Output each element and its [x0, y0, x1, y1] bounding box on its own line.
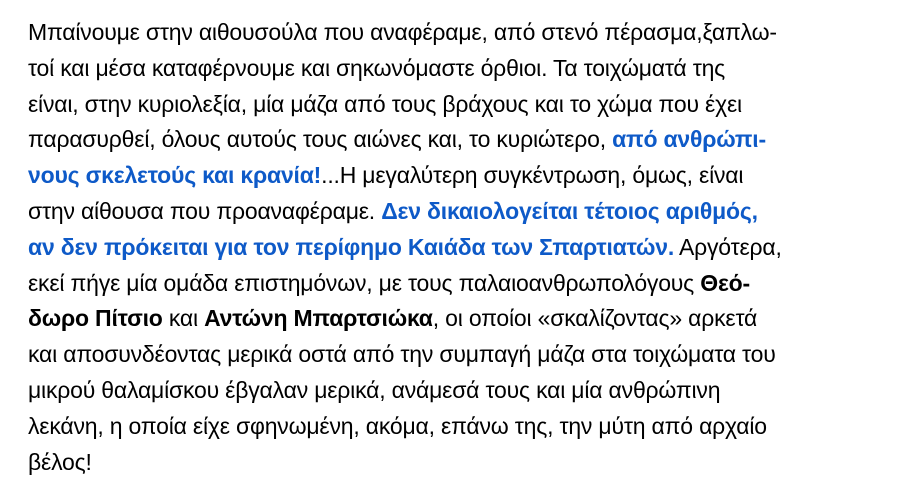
- text-segment: δωρο Πίτσιο: [28, 305, 163, 332]
- text-line: [28, 373, 894, 409]
- text-line: [28, 194, 894, 230]
- text-segment: νους σκελετούς και κρανία!: [28, 162, 322, 189]
- text-line: [28, 409, 894, 445]
- text-segment: λεκάνη, η οποία είχε σφηνωμένη, ακόμα, επάνω της, την μύτη από αρχαίο: [28, 412, 767, 439]
- text-segment: αν δεν πρόκειται για τον περίφημο Καιάδα των Σπαρτιατών.: [28, 233, 675, 260]
- text-segment: Μπαίνουμε στην αιθουσούλα που αναφέραμε, από στενό πέρασμα,ξαπλω-: [28, 19, 777, 45]
- text-segment: Αντώνη Μπαρτσιώκα: [204, 305, 433, 332]
- text-line: [28, 15, 894, 51]
- text-segment: εκεί πήγε μία ομάδα επιστημόνων, με τους παλαιοανθρωπολόγους: [28, 269, 701, 296]
- text-segment: βέλος!: [28, 448, 92, 475]
- text-line: [28, 158, 894, 194]
- text-segment: παρασυρθεί, όλους αυτούς τους αιώνες και, το κυριώτερο,: [28, 126, 613, 153]
- text-line: [28, 87, 894, 123]
- text-line: [28, 266, 894, 302]
- text-segment: είναι, στην κυριολεξία, μία μάζα από τους βράχους και το χώμα που έχει: [28, 90, 742, 117]
- text-segment: από ανθρώπι-: [612, 126, 766, 153]
- paragraph-text-block: [28, 15, 894, 480]
- text-line: [28, 301, 894, 337]
- text-line: [28, 445, 894, 481]
- text-segment: Δεν δικαιολογείται τέτοιος αριθμός,: [381, 197, 758, 224]
- text-segment: ...Η μεγαλύτερη συγκέντρωση, όμως, είναι: [321, 162, 744, 189]
- text-segment: και αποσυνδέοντας μερικά οστά από την συμπαγή μάζα στα τοιχώματα του: [28, 341, 776, 368]
- text-segment: τοί και μέσα καταφέρνουμε και σηκωνόμαστε όρθιοι. Τα τοιχώματά της: [28, 54, 726, 81]
- text-segment: και: [162, 305, 205, 332]
- text-segment: μικρού θαλαμίσκου έβγαλαν μερικά, ανάμεσά τους και μία ανθρώπινη: [28, 376, 721, 403]
- text-line: [28, 51, 894, 87]
- text-segment: Αργότερα,: [674, 233, 782, 260]
- text-line: [28, 230, 894, 266]
- text-line: [28, 122, 894, 158]
- text-segment: στην αίθουσα που προαναφέραμε.: [28, 197, 382, 224]
- text-line: [28, 337, 894, 373]
- text-segment: , οι οποίοι «σκαλίζοντας» αρκετά: [432, 305, 758, 332]
- text-segment: Θεό-: [700, 269, 750, 296]
